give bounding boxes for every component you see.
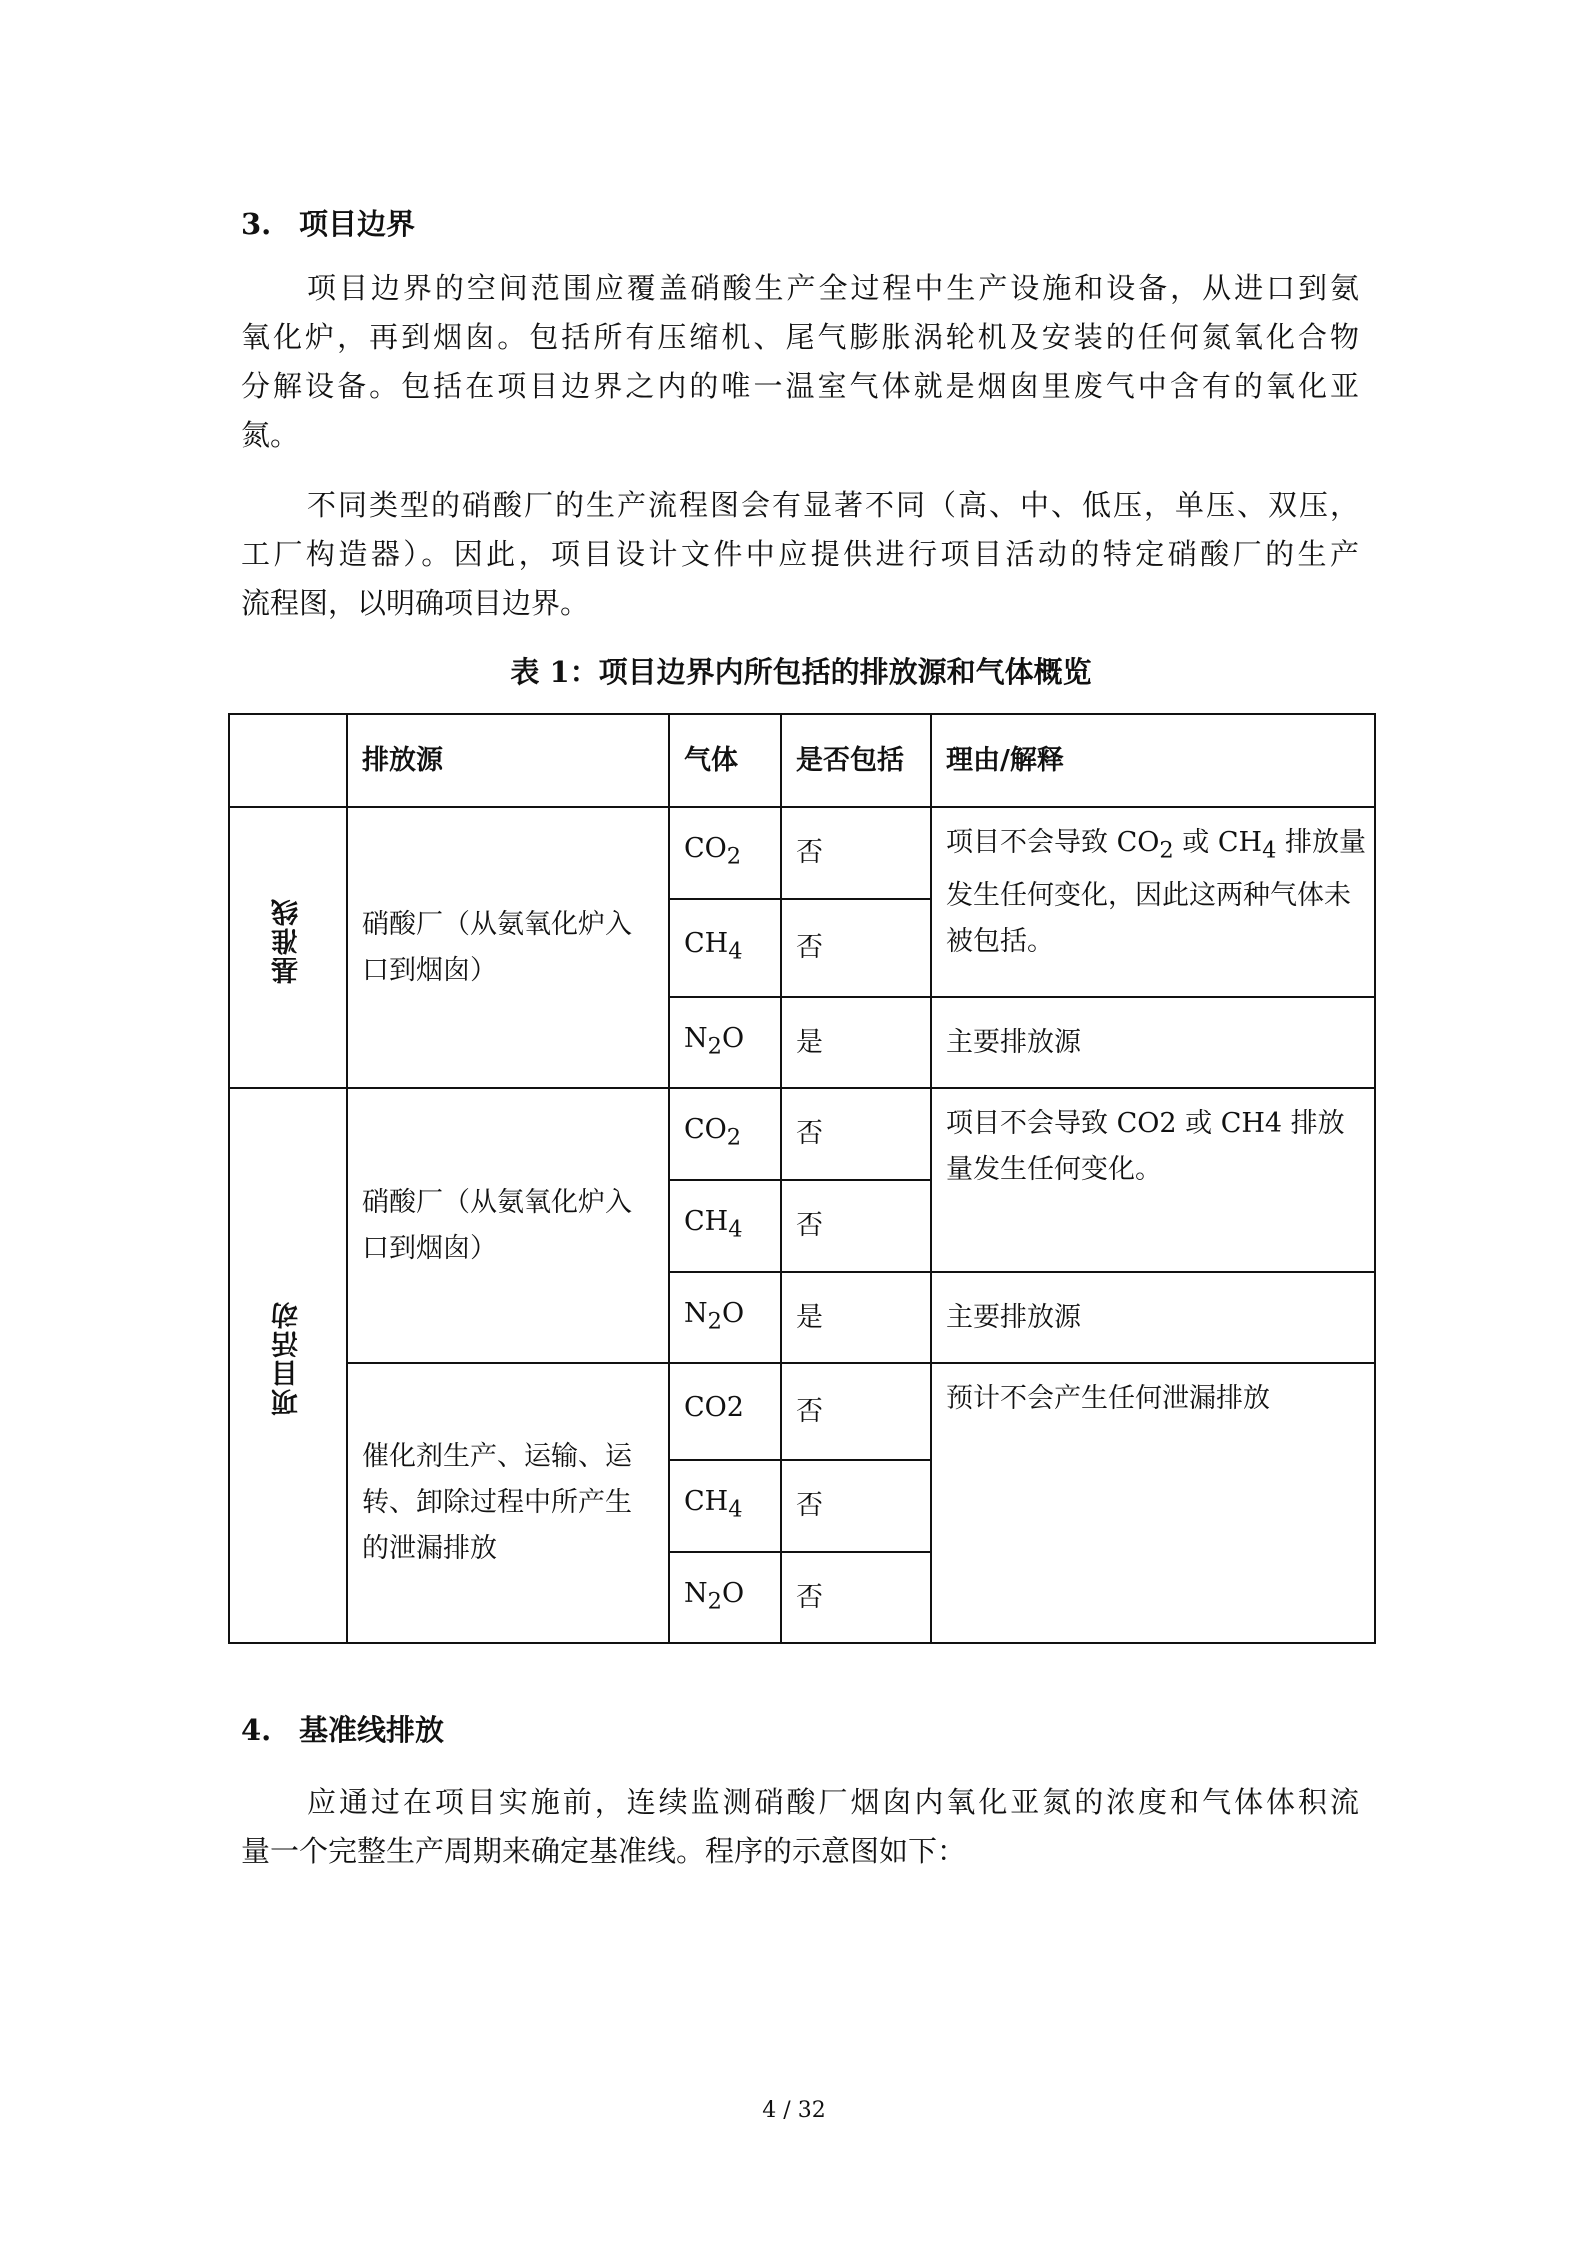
project-reason-cell: [931, 1088, 1375, 1272]
reason-subscript: 2: [1159, 837, 1174, 864]
leakage-source-cell: [347, 1363, 669, 1643]
paragraph-line: 分解设备。包括在项目边界之内的唯一温室气体就是烟囱里废气中含有的氧化亚: [241, 369, 1359, 403]
paragraph-line: 项目边界的空间范围应覆盖硝酸生产全过程中生产设施和设备，从进口到氨: [307, 271, 1359, 305]
gas-cell: [669, 1363, 781, 1460]
gas-subscript: 4: [728, 938, 743, 965]
included-cell: 是: [781, 1272, 931, 1363]
header-gas: 气体: [669, 714, 781, 807]
paragraph-line: 流程图，以明确项目边界。: [241, 586, 590, 620]
table-caption: 表 1：项目边界内所包括的排放源和气体概览: [510, 655, 1092, 689]
section-3-title: 项目边界: [299, 207, 416, 241]
included-cell: 否: [781, 807, 931, 899]
section-4-number: 4.: [241, 1713, 272, 1747]
source-line: 催化剂生产、运输、运: [362, 1441, 632, 1472]
gas-subscript: 2: [726, 1124, 742, 1151]
gas-subscript: 2: [726, 843, 742, 870]
header-included: 是否包括: [781, 714, 931, 807]
gas-cell: [669, 1272, 781, 1363]
included-cell: 否: [781, 1552, 931, 1643]
included-cell: 否: [781, 1088, 931, 1180]
gas-formula: N: [684, 1297, 708, 1329]
reason-line: [946, 820, 1367, 873]
gas-cell: [669, 899, 781, 997]
included-cell: 否: [781, 899, 931, 997]
gas-formula: N: [684, 1022, 708, 1054]
gas-subscript: 4: [728, 1496, 743, 1523]
header-group-cell: [229, 714, 347, 807]
table-row: [229, 807, 1375, 899]
project-reason-main: 主要排放源: [931, 1272, 1375, 1363]
gas-subscript: 2: [707, 1308, 722, 1335]
header-reason: 理由/解释: [931, 714, 1375, 807]
gas-cell: [669, 1088, 781, 1180]
project-source-cell: [347, 1088, 669, 1363]
source-line: 转、卸除过程中所产生: [362, 1487, 632, 1518]
header-source: 排放源: [347, 714, 669, 807]
gas-formula-tail: O: [721, 1022, 745, 1054]
section-4-heading: [241, 1708, 444, 1749]
source-line: 口到烟囱）: [362, 1232, 497, 1264]
gas-subscript: 2: [707, 1033, 722, 1060]
gas-formula: CH: [684, 1486, 729, 1518]
baseline-label: 基准线: [272, 896, 303, 984]
included-cell: 是: [781, 997, 931, 1088]
reason-text: 或 CH: [1173, 827, 1263, 858]
reason-text: 项目不会导致 CO: [946, 827, 1160, 858]
reason-line: 发生任何变化，因此这两种气体未: [946, 880, 1351, 912]
gas-subscript: 4: [728, 1216, 743, 1243]
paragraph-line: 量一个完整生产周期来确定基准线。程序的示意图如下：: [241, 1834, 967, 1868]
section-4-paragraph: [241, 1778, 1359, 1876]
baseline-reason-main: 主要排放源: [931, 997, 1375, 1088]
gas-subscript: 2: [707, 1588, 722, 1615]
included-cell: 否: [781, 1363, 931, 1460]
paragraph-line: 应通过在项目实施前，连续监测硝酸厂烟囱内氧化亚氮的浓度和气体体积流: [307, 1785, 1359, 1819]
reason-subscript: 4: [1262, 837, 1277, 864]
page-number: 4 / 32: [762, 2098, 826, 2123]
gas-formula-tail: O: [721, 1297, 745, 1329]
gas-cell: [669, 1460, 781, 1552]
table-row: [229, 1363, 1375, 1460]
source-line: 口到烟囱）: [362, 954, 497, 986]
gas-cell: [669, 1180, 781, 1272]
baseline-group-cell: [229, 807, 347, 1088]
table-header-row: [229, 714, 1375, 807]
paragraph-line: 工厂构造器）。因此，项目设计文件中应提供进行项目活动的特定硝酸厂的生产: [241, 537, 1359, 571]
leakage-reason-cell: 预计不会产生任何泄漏排放: [931, 1363, 1375, 1643]
gas-cell: [669, 997, 781, 1088]
gas-formula: CO: [684, 833, 727, 865]
gas-formula: CO2: [684, 1391, 744, 1423]
emission-sources-table: [228, 713, 1376, 1644]
section-3-paragraph-2: [241, 481, 1359, 628]
section-4-title: 基准线排放: [299, 1713, 445, 1747]
project-label: 项目活动: [272, 1300, 303, 1416]
project-group-cell: [229, 1088, 347, 1643]
baseline-reason-cell: [931, 807, 1375, 997]
reason-text: 排放量: [1276, 827, 1367, 858]
gas-formula-tail: O: [721, 1577, 745, 1609]
gas-formula: CH: [684, 928, 729, 960]
included-cell: 否: [781, 1460, 931, 1552]
gas-cell: [669, 807, 781, 899]
reason-line: 量发生任何变化。: [946, 1154, 1162, 1185]
source-line: 硝酸厂（从氨氧化炉入: [362, 1186, 632, 1218]
source-line: 的泄漏排放: [362, 1533, 497, 1564]
gas-formula: CO: [684, 1114, 727, 1146]
source-line: 硝酸厂（从氨氧化炉入: [362, 908, 632, 940]
paragraph-line: 氮。: [241, 418, 300, 452]
section-3-paragraph-1: [241, 264, 1359, 460]
baseline-source-cell: [347, 807, 669, 1088]
reason-line: 项目不会导致 CO2 或 CH4 排放: [946, 1108, 1345, 1139]
gas-formula: CH: [684, 1206, 729, 1238]
reason-line: 被包括。: [946, 926, 1054, 958]
section-3-number: 3.: [241, 207, 272, 241]
gas-cell: [669, 1552, 781, 1643]
section-3-heading: [241, 202, 415, 243]
paragraph-line: 氧化炉，再到烟囱。包括所有压缩机、尾气膨胀涡轮机及安装的任何氮氧化合物: [241, 320, 1359, 354]
included-cell: 否: [781, 1180, 931, 1272]
table-row: [229, 1088, 1375, 1180]
paragraph-line: 不同类型的硝酸厂的生产流程图会有显著不同（高、中、低压，单压、双压，: [307, 488, 1359, 522]
gas-formula: N: [684, 1577, 708, 1609]
